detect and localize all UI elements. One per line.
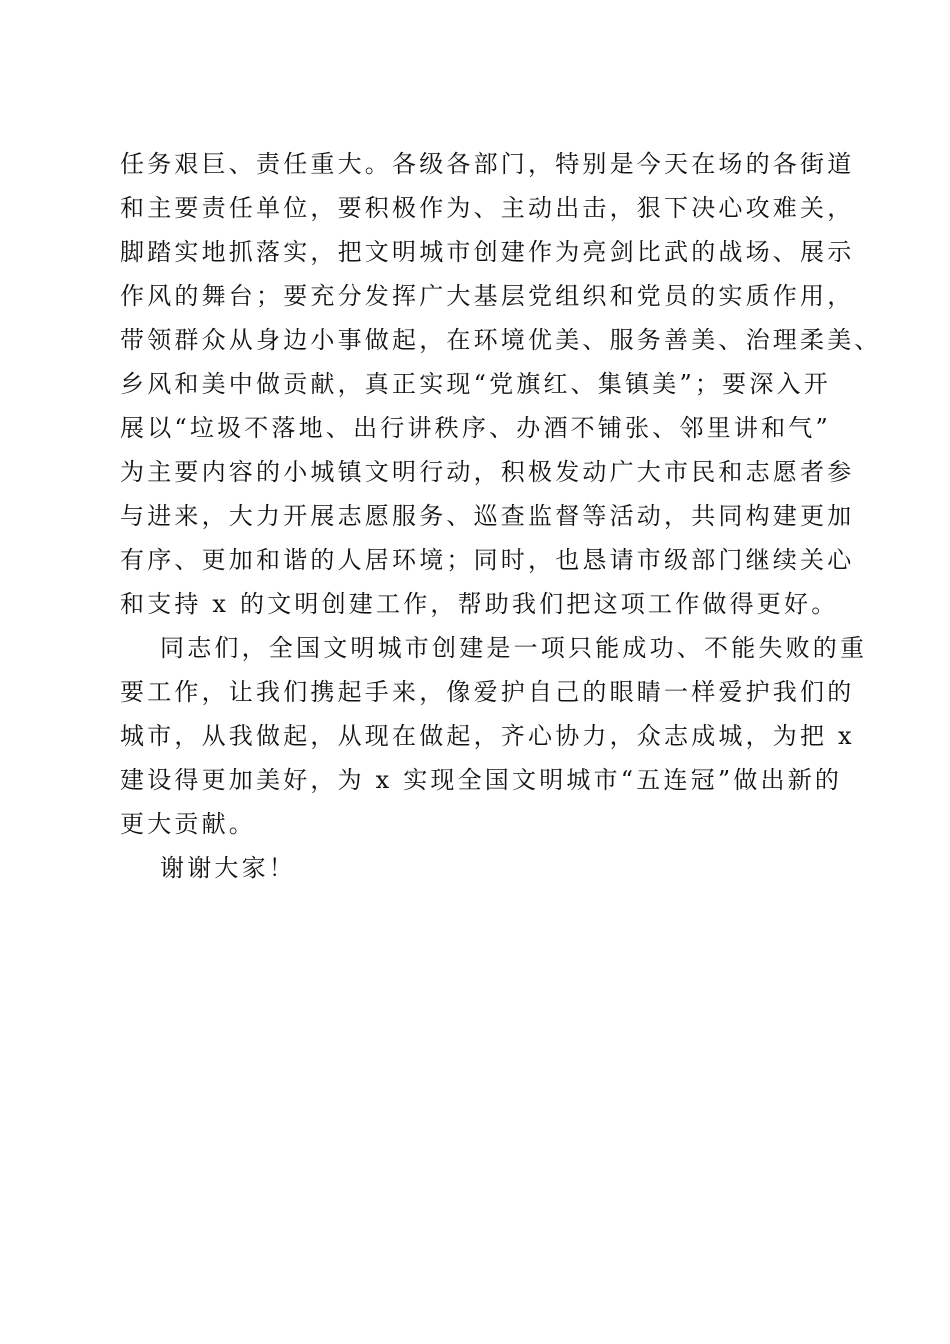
text-line: 建设得更加美好，为 x 实现全国文明城市“五连冠”做出新的 (120, 766, 843, 794)
text-line: 为主要内容的小城镇文明行动，积极发动广大市民和志愿者参 (120, 458, 855, 486)
paragraph-2 (120, 626, 868, 846)
text-line: 有序、更加和谐的人居环境；同时，也恳请市级部门继续关心 (120, 546, 855, 574)
paragraph-1 (120, 142, 882, 626)
text-line: 展以“垃圾不落地、出行讲秩序、办酒不铺张、邻里讲和气” (120, 414, 831, 442)
text-line: 带领群众从身边小事做起，在环境优美、服务善美、治理柔美、 (120, 326, 882, 354)
text-line: 同志们，全国文明城市创建是一项只能成功、不能失败的重 (160, 634, 868, 662)
document-body (120, 142, 882, 890)
text-line: 和支持 x 的文明创建工作，帮助我们把这项工作做得更好。 (120, 590, 839, 618)
text-line: 乡风和美中做贡献，真正实现“党旗红、集镇美”；要深入开 (120, 370, 831, 398)
text-line: 要工作，让我们携起手来，像爱护自己的眼睛一样爱护我们的 (120, 678, 855, 706)
text-line: 与进来，大力开展志愿服务、巡查监督等活动，共同构建更加 (120, 502, 855, 530)
text-line: 城市，从我做起，从现在做起，齐心协力，众志成城，为把 x (120, 722, 855, 750)
text-line: 和主要责任单位，要积极作为、主动出击，狠下决心攻难关， (120, 194, 855, 222)
text-line: 作风的舞台；要充分发挥广大基层党组织和党员的实质作用， (120, 282, 855, 310)
closing-line: 谢谢大家！ (160, 854, 296, 882)
text-line: 更大贡献。 (120, 810, 256, 838)
text-line: 脚踏实地抓落实，把文明城市创建作为亮剑比武的战场、展示 (120, 238, 855, 266)
text-line: 任务艰巨、责任重大。各级各部门，特别是今天在场的各街道 (120, 150, 855, 178)
